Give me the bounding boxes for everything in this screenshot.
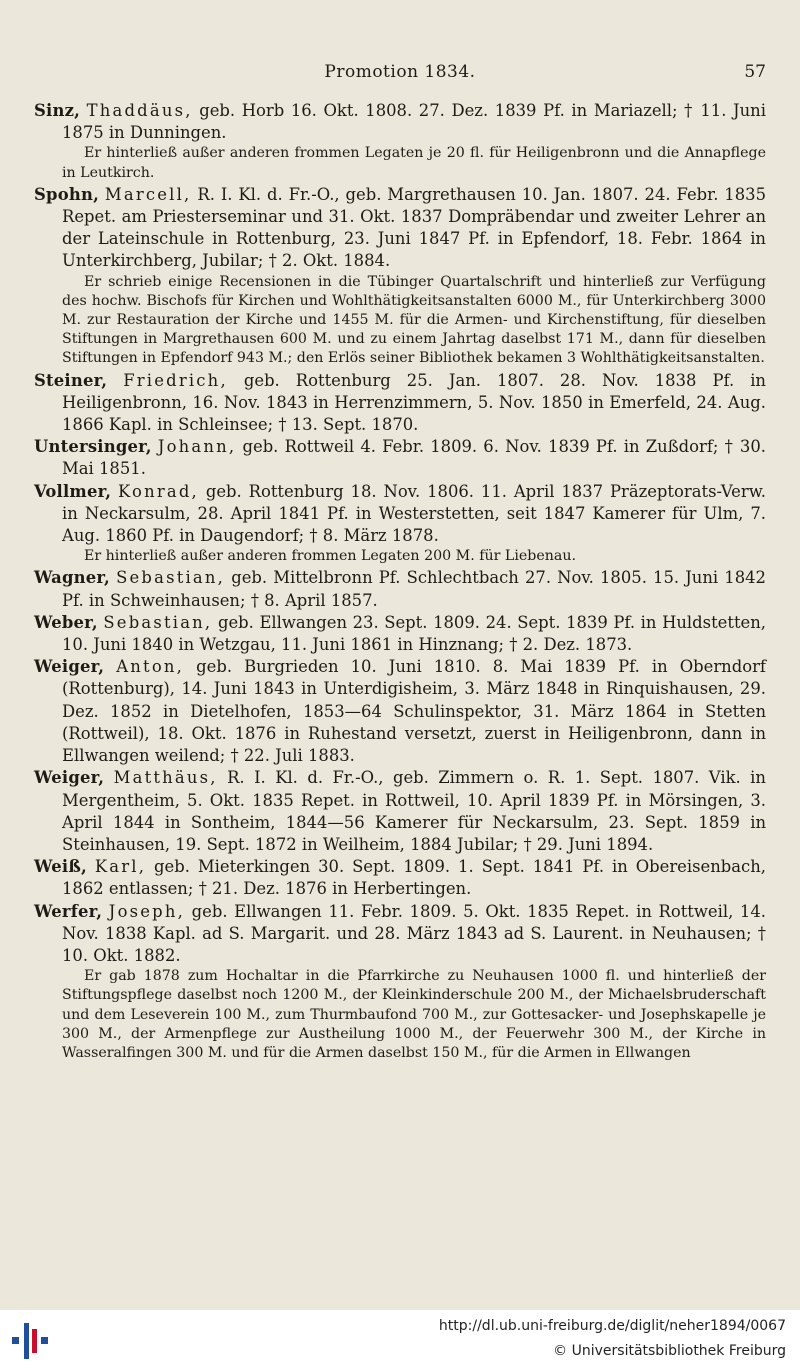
entry-text: geb. Horb 16. Okt. 1808. 27. Dez. 1839 Pf. in Mariazell; † 11. Juni 1875 in Dunningen. (62, 101, 766, 143)
entry-surname: Vollmer, (34, 481, 112, 501)
copyright-notice: © Universitätsbibliothek Freiburg (553, 1343, 786, 1359)
page-header (34, 62, 766, 86)
entry-forename: Matthäus, (113, 768, 218, 788)
entry-surname: Steiner, (34, 370, 108, 390)
viewer-footer (0, 1310, 800, 1369)
permalink-url[interactable]: http://dl.ub.uni-freiburg.de/diglit/neher1894/0067 (438, 1318, 786, 1334)
entry-text: geb. Rottweil 4. Febr. 1809. 6. Nov. 1839 Pf. in Zußdorf; † 30. Mai 1851. (62, 437, 766, 479)
entry-text: R. I. Kl. d. Fr.-O., geb. Margrethausen 10. Jan. 1807. 24. Febr. 1835 Repet. am Priesterseminar und 31. Okt. 1837 Dompräbendar und zweiter Lehrer an der Lateinschule in Rottenburg, 23. Juni 1847 Pf. in Epfendorf, 18. Febr. 1864 in Unterkirchberg, Jubilar; † 2. Okt. 1884. (62, 184, 767, 271)
page-number: 57 (744, 62, 766, 82)
entry-surname: Weiger, (34, 768, 105, 788)
entry (34, 656, 766, 767)
entry (34, 567, 766, 611)
entry (34, 436, 766, 480)
entry-surname: Weiß, (34, 857, 87, 877)
entry-forename: Friedrich, (123, 370, 228, 390)
entry-surname: Wagner, (34, 568, 110, 588)
entry-forename: Karl, (94, 857, 147, 877)
entry-text: R. I. Kl. d. Fr.-O., geb. Zimmern o. R. 1. Sept. 1807. Vik. in Mergentheim, 5. Okt. 1835 Repet. in Rottweil, 10. April 1839 Pf. in Mörsingen, 3. April 1844 in Sontheim, 1844—56 Kamerer für Neckarsulm, 23. Sept. 1859 in Steinhausen, 19. Sept. 1872 in Weilheim, 1884 Jubilar; † 29. Juni 1894. (62, 768, 766, 854)
entry (34, 370, 766, 437)
entry-note: Er schrieb einige Recensionen in die Tübinger Quartalschrift und hinterließ zur Verfügung des hochw. Bischofs für Kirchen und Wohlthätigkeitsanstalten 6000 M., für Unterkirchberg 3000 M. zur Restauration der Kirche und 1455 M. für die Armen- und Kirchenstiftung, für dieselben Stiftungen in Margrethausen 600 M. und zu einem Jahrtag daselbst 171 M., dann für dieselben Stiftungen in Epfendorf 943 M.; den Erlös seiner Bibliothek bekamen 3 Wohlthätigkeitsanstalten. (62, 273, 766, 367)
entry (34, 184, 766, 273)
entry-forename: Johann, (157, 437, 237, 457)
entry-forename: Sebastian, (103, 612, 213, 632)
entry (34, 100, 766, 144)
page-body (34, 100, 766, 1064)
entry-note: Er hinterließ außer anderen frommen Legaten 200 M. für Liebenau. (84, 548, 576, 565)
entry-forename: Thaddäus, (86, 101, 193, 120)
entry-note: Er gab 1878 zum Hochaltar in die Pfarrkirche zu Neuhausen 1000 fl. und hinterließ der Stiftungspflege daselbst noch 1200 M., der Kleinkinderschule 200 M., der Michaelsbruderschaft und dem Leseverein 100 M., zum Thurmbaufond 700 M., zur Gottesacker- und Josephskapelle je 300 M., der Armenpflege zur Austheilung 1000 M., der Feuerwehr 300 M., der Kirche in Wasseralfingen 300 M. und für die Armen daselbst 150 M., für die Armen in Ellwangen (62, 968, 766, 1061)
entry-surname: Weiger, (34, 657, 105, 677)
entry-surname: Weber, (34, 612, 98, 632)
entry (34, 612, 766, 656)
entry-forename: Sebastian, (116, 568, 226, 588)
entry-forename: Anton, (116, 657, 185, 677)
entry-surname: Spohn, (34, 184, 99, 204)
ub-freiburg-logo-icon (10, 1320, 50, 1362)
entry-surname: Werfer, (34, 901, 103, 921)
entry (34, 481, 766, 548)
entry-surname: Sinz, (34, 101, 80, 120)
running-title: Promotion 1834. (324, 62, 476, 82)
entry-text: geb. Burgrieden 10. Juni 1810. 8. Mai 1839 Pf. in Oberndorf (Rottenburg), 14. Juni 1843 in Unterdigisheim, 3. März 1848 in Rinquishausen, 29. Dez. 1852 in Dietelhofen, 1853—64 Schulinspektor, 31. März 1864 in Stetten (Rottweil), 18. Okt. 1876 in Ruhestand versetzt, zuerst in Heiligenbronn, dann in Ellwangen weilend; † 22. Juli 1883. (62, 657, 766, 766)
entry-text: geb. Ellwangen 23. Sept. 1809. 24. Sept. 1839 Pf. in Huldstetten, 10. Juni 1840 in Wetzgau, 11. Juni 1861 in Hinznang; † 2. Dez. 1873. (62, 612, 767, 655)
entry-surname: Untersinger, (34, 437, 152, 457)
entry-text: geb. Mittelbronn Pf. Schlechtbach 27. Nov. 1805. 15. Juni 1842 Pf. in Schweinhausen; † 8. April 1857. (62, 568, 766, 610)
entry (34, 901, 766, 968)
entry-forename: Marcell, (104, 184, 192, 204)
entry-text: geb. Ellwangen 11. Febr. 1809. 5. Okt. 1835 Repet. in Rottweil, 14. Nov. 1838 Kapl. ad S. Margarit. und 28. März 1843 ad S. Laurent. in Neuhausen; † 10. Okt. 1882. (62, 901, 766, 965)
entry (34, 856, 766, 900)
entry-text: geb. Rottenburg 18. Nov. 1806. 11. April 1837 Präzeptorats-Verw. in Neckarsulm, 28. April 1841 Pf. in Westerstetten, seit 1847 Kamerer für Ulm, 7. Aug. 1860 Pf. in Daugendorf; † 8. März 1878. (62, 481, 766, 546)
entry-forename: Joseph, (108, 901, 186, 921)
entry-text: geb. Rottenburg 25. Jan. 1807. 28. Nov. 1838 Pf. in Heiligenbronn, 16. Nov. 1843 in Herrenzimmern, 5. Nov. 1850 in Emerfeld, 24. Aug. 1866 Kapl. in Schleinsee; † 13. Sept. 1870. (62, 370, 766, 435)
entry-note: Er hinterließ außer anderen frommen Legaten je 20 fl. für Heiligenbronn und die Annapflege in Leutkirch. (62, 145, 766, 181)
entry (34, 767, 766, 856)
entry-forename: Konrad, (118, 481, 199, 501)
entry-text: geb. Mieterkingen 30. Sept. 1809. 1. Sept. 1841 Pf. in Obereisenbach, 1862 entlassen; † 21. Dez. 1876 in Herbertingen. (62, 857, 766, 899)
